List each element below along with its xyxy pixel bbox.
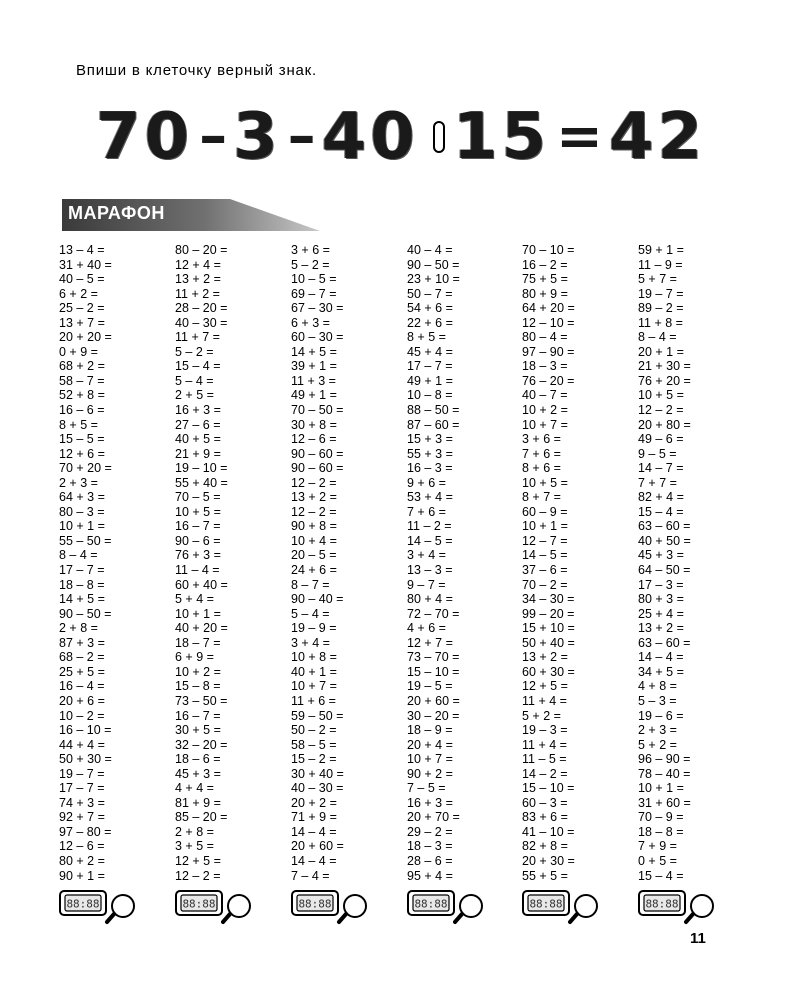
exercise-item: 18 – 8 = [59, 577, 105, 592]
exercise-item: 12 – 2 = [291, 475, 337, 490]
exercise-item: 31 + 60 = [638, 795, 691, 810]
exercise-column [59, 243, 169, 883]
exercise-item: 12 – 2 = [175, 868, 221, 883]
exercise-item: 50 + 30 = [59, 752, 112, 767]
exercise-item: 49 + 1 = [407, 373, 453, 388]
exercise-item: 5 + 2 = [522, 708, 561, 723]
exercise-item: 10 + 2 = [522, 403, 568, 418]
exercise-item: 17 – 7 = [59, 781, 105, 796]
exercise-item: 10 + 7 = [407, 752, 453, 767]
exercise-item: 90 – 60 = [291, 461, 344, 476]
exercise-item: 53 + 4 = [407, 490, 453, 505]
exercise-item: 45 + 4 = [407, 344, 453, 359]
exercise-item: 8 + 7 = [522, 490, 561, 505]
exercise-item: 13 – 4 = [59, 243, 105, 257]
exercise-item: 11 – 9 = [638, 257, 683, 272]
exercise-item: 37 – 6 = [522, 563, 568, 578]
exercise-item: 15 – 4 = [175, 359, 221, 374]
exercise-item: 16 – 7 = [175, 519, 221, 534]
stopwatch-icon [407, 890, 489, 926]
exercise-item: 45 + 3 = [175, 766, 221, 781]
exercise-item: 32 – 20 = [175, 737, 228, 752]
exercise-item: 15 – 5 = [59, 432, 105, 447]
exercise-columns [0, 243, 800, 893]
equation-number: 42 [608, 100, 706, 174]
exercise-item: 25 + 4 = [638, 606, 684, 621]
exercise-item: 20 + 6 = [59, 693, 105, 708]
exercise-item: 5 + 7 = [638, 272, 677, 287]
exercise-item: 49 + 1 = [291, 388, 337, 403]
exercise-item: 90 – 6 = [175, 533, 221, 548]
exercise-column [522, 243, 632, 883]
exercise-item: 7 + 6 = [407, 504, 446, 519]
exercise-item: 14 – 7 = [638, 461, 684, 476]
exercise-item: 76 + 20 = [638, 373, 691, 388]
exercise-item: 2 + 5 = [175, 388, 214, 403]
exercise-item: 40 + 20 = [175, 621, 228, 636]
exercise-item: 9 – 5 = [638, 446, 677, 461]
exercise-item: 40 – 30 = [291, 781, 344, 796]
exercise-column [638, 243, 748, 883]
exercise-item: 63 – 60 = [638, 519, 691, 534]
exercise-item: 20 + 20 = [59, 330, 112, 345]
exercise-item: 5 – 3 = [638, 693, 677, 708]
exercise-item: 17 – 7 = [59, 563, 105, 578]
exercise-item: 8 + 5 = [407, 330, 446, 345]
exercise-item: 9 – 7 = [407, 577, 446, 592]
exercise-item: 10 + 5 = [522, 475, 568, 490]
exercise-item: 20 – 5 = [291, 548, 337, 563]
exercise-item: 12 + 5 = [175, 853, 221, 868]
exercise-item: 14 – 4 = [638, 650, 684, 665]
exercise-item: 60 – 9 = [522, 504, 568, 519]
exercise-item: 18 – 9 = [407, 723, 453, 738]
exercise-item: 4 + 4 = [175, 781, 214, 796]
exercise-item: 50 – 7 = [407, 286, 453, 301]
exercise-item: 55 – 50 = [59, 533, 112, 548]
exercise-item: 11 + 2 = [175, 286, 220, 301]
exercise-item: 19 – 7 = [59, 766, 105, 781]
exercise-item: 0 + 5 = [638, 853, 677, 868]
exercise-item: 11 + 4 = [522, 737, 567, 752]
exercise-item: 69 – 7 = [291, 286, 337, 301]
exercise-item: 16 – 7 = [175, 708, 221, 723]
exercise-item: 24 + 6 = [291, 563, 337, 578]
exercise-item: 11 + 8 = [638, 315, 683, 330]
exercise-item: 25 + 5 = [59, 664, 105, 679]
exercise-item: 5 + 4 = [175, 592, 214, 607]
stopwatch-icon [175, 890, 257, 926]
exercise-item: 89 – 2 = [638, 301, 684, 316]
exercise-item: 28 – 6 = [407, 853, 453, 868]
exercise-item: 78 – 40 = [638, 766, 691, 781]
exercise-item: 12 + 7 = [407, 635, 453, 650]
exercise-item: 12 – 7 = [522, 533, 568, 548]
exercise-item: 55 + 3 = [407, 446, 453, 461]
exercise-item: 10 + 7 = [291, 679, 337, 694]
exercise-item: 21 + 30 = [638, 359, 691, 374]
exercise-item: 14 – 5 = [522, 548, 568, 563]
exercise-item: 20 + 1 = [638, 344, 684, 359]
exercise-item: 21 + 9 = [175, 446, 221, 461]
exercise-item: 64 + 3 = [59, 490, 105, 505]
exercise-item: 11 + 7 = [175, 330, 220, 345]
exercise-item: 30 + 40 = [291, 766, 344, 781]
exercise-item: 18 – 6 = [175, 752, 221, 767]
equation-operator: – [287, 104, 316, 169]
exercise-item: 59 + 1 = [638, 243, 684, 257]
exercise-item: 63 – 60 = [638, 635, 691, 650]
exercise-item: 19 – 10 = [175, 461, 228, 476]
timer-digits: 88:88 [529, 897, 563, 911]
puzzle-equation [96, 96, 706, 178]
exercise-item: 3 + 6 = [522, 432, 561, 447]
exercise-item: 2 + 8 = [59, 621, 98, 636]
timer-digits: 88:88 [182, 897, 216, 911]
exercise-item: 40 + 50 = [638, 533, 691, 548]
exercise-item: 16 – 4 = [59, 679, 105, 694]
exercise-item: 11 – 4 = [175, 563, 220, 578]
exercise-item: 30 + 5 = [175, 723, 221, 738]
exercise-item: 4 + 8 = [638, 679, 677, 694]
exercise-item: 64 – 50 = [638, 563, 691, 578]
exercise-item: 70 – 9 = [638, 810, 684, 825]
exercise-item: 11 + 3 = [291, 373, 336, 388]
exercise-column [175, 243, 285, 883]
equation-number: 3 [233, 100, 282, 174]
exercise-item: 5 – 2 = [175, 344, 214, 359]
exercise-item: 74 + 3 = [59, 795, 105, 810]
exercise-item: 76 + 3 = [175, 548, 221, 563]
exercise-item: 90 – 60 = [291, 446, 344, 461]
exercise-item: 90 – 50 = [407, 257, 460, 272]
exercise-item: 5 – 4 = [291, 606, 330, 621]
equation-number: 15 [452, 100, 551, 174]
exercise-item: 90 + 2 = [407, 766, 453, 781]
exercise-item: 15 – 2 = [291, 752, 337, 767]
exercise-item: 19 – 3 = [522, 723, 568, 738]
exercise-item: 18 – 3 = [522, 359, 568, 374]
timer-digits: 88:88 [66, 897, 100, 911]
exercise-item: 8 + 5 = [59, 417, 98, 432]
exercise-item: 15 + 3 = [407, 432, 453, 447]
exercise-item: 10 + 1 = [638, 781, 684, 796]
instruction-text: Впиши в клеточку верный знак. [76, 62, 318, 79]
exercise-item: 14 + 5 = [291, 344, 337, 359]
exercise-item: 16 – 3 = [407, 461, 453, 476]
exercise-item: 14 – 5 = [407, 533, 453, 548]
exercise-item: 80 + 9 = [522, 286, 568, 301]
exercise-item: 80 – 4 = [522, 330, 568, 345]
exercise-item: 12 + 5 = [522, 679, 568, 694]
exercise-item: 5 – 4 = [175, 373, 214, 388]
exercise-item: 12 – 10 = [522, 315, 575, 330]
exercise-item: 71 + 9 = [291, 810, 337, 825]
exercise-item: 8 + 6 = [522, 461, 561, 476]
timer-digits: 88:88 [414, 897, 448, 911]
exercise-item: 90 + 1 = [59, 868, 105, 883]
exercise-item: 92 + 7 = [59, 810, 105, 825]
exercise-item: 23 + 10 = [407, 272, 460, 287]
exercise-item: 18 – 7 = [175, 635, 221, 650]
exercise-item: 73 – 70 = [407, 650, 460, 665]
exercise-item: 16 + 3 = [407, 795, 453, 810]
exercise-item: 60 + 40 = [175, 577, 228, 592]
exercise-item: 40 + 1 = [291, 664, 337, 679]
exercise-item: 70 – 5 = [175, 490, 221, 505]
exercise-item: 80 – 3 = [59, 504, 105, 519]
exercise-item: 85 – 20 = [175, 810, 228, 825]
exercise-item: 70 – 10 = [522, 243, 575, 257]
exercise-item: 19 – 5 = [407, 679, 453, 694]
exercise-item: 20 + 60 = [291, 839, 344, 854]
exercise-item: 59 – 50 = [291, 708, 344, 723]
exercise-item: 19 – 6 = [638, 708, 684, 723]
exercise-item: 14 + 5 = [59, 592, 105, 607]
timer-digits: 88:88 [645, 897, 679, 911]
exercise-item: 13 + 2 = [175, 272, 221, 287]
exercise-item: 55 + 40 = [175, 475, 228, 490]
timer-digits: 88:88 [298, 897, 332, 911]
exercise-item: 90 – 50 = [59, 606, 112, 621]
exercise-item: 14 – 4 = [291, 853, 337, 868]
exercise-item: 97 – 90 = [522, 344, 575, 359]
exercise-item: 13 + 7 = [59, 315, 105, 330]
equation-operator: = [556, 104, 603, 169]
exercise-item: 7 – 4 = [291, 868, 330, 883]
exercise-item: 18 – 8 = [638, 824, 684, 839]
exercise-item: 40 – 4 = [407, 243, 453, 257]
exercise-item: 16 – 2 = [522, 257, 568, 272]
exercise-item: 82 + 4 = [638, 490, 684, 505]
exercise-item: 30 + 8 = [291, 417, 337, 432]
exercise-item: 20 + 30 = [522, 853, 575, 868]
exercise-item: 80 – 20 = [175, 243, 228, 257]
exercise-item: 60 – 3 = [522, 795, 568, 810]
exercise-item: 70 – 50 = [291, 403, 344, 418]
exercise-item: 70 + 20 = [59, 461, 112, 476]
exercise-item: 5 + 2 = [638, 737, 677, 752]
exercise-item: 16 – 6 = [59, 403, 105, 418]
exercise-item: 10 + 2 = [175, 664, 221, 679]
exercise-item: 20 + 2 = [291, 795, 337, 810]
exercise-item: 12 – 2 = [638, 403, 684, 418]
exercise-item: 10 + 1 = [59, 519, 105, 534]
exercise-item: 11 + 4 = [522, 693, 567, 708]
exercise-item: 34 + 5 = [638, 664, 684, 679]
exercise-item: 87 – 60 = [407, 417, 460, 432]
stopwatch-icon [59, 890, 141, 926]
exercise-item: 83 + 6 = [522, 810, 568, 825]
exercise-item: 7 + 9 = [638, 839, 677, 854]
exercise-item: 10 – 2 = [59, 708, 105, 723]
exercise-item: 10 + 1 = [522, 519, 568, 534]
exercise-item: 97 – 80 = [59, 824, 112, 839]
exercise-item: 45 + 3 = [638, 548, 684, 563]
exercise-item: 76 – 20 = [522, 373, 575, 388]
exercise-item: 6 + 9 = [175, 650, 214, 665]
exercise-item: 14 – 4 = [291, 824, 337, 839]
exercise-item: 18 – 3 = [407, 839, 453, 854]
exercise-item: 81 + 9 = [175, 795, 221, 810]
exercise-item: 31 + 40 = [59, 257, 112, 272]
exercise-item: 80 + 3 = [638, 592, 684, 607]
exercise-item: 4 + 6 = [407, 621, 446, 636]
exercise-item: 96 – 90 = [638, 752, 691, 767]
exercise-item: 41 – 10 = [522, 824, 575, 839]
exercise-item: 55 + 5 = [522, 868, 568, 883]
exercise-item: 40 – 5 = [59, 272, 105, 287]
exercise-item: 40 – 30 = [175, 315, 228, 330]
exercise-item: 10 – 8 = [407, 388, 453, 403]
exercise-item: 75 + 5 = [522, 272, 568, 287]
exercise-column [291, 243, 401, 883]
exercise-item: 68 – 2 = [59, 650, 105, 665]
exercise-item: 20 + 70 = [407, 810, 460, 825]
exercise-item: 14 – 2 = [522, 766, 568, 781]
exercise-item: 2 + 3 = [638, 723, 677, 738]
exercise-item: 90 + 8 = [291, 519, 337, 534]
stopwatch-icon [522, 890, 604, 926]
stopwatch-icon [638, 890, 720, 926]
exercise-item: 7 + 7 = [638, 475, 677, 490]
exercise-item: 17 – 3 = [638, 577, 684, 592]
exercise-item: 87 + 3 = [59, 635, 105, 650]
exercise-item: 3 + 6 = [291, 243, 330, 257]
exercise-item: 10 + 7 = [522, 417, 568, 432]
exercise-item: 3 + 4 = [407, 548, 446, 563]
equation-operator: – [199, 104, 228, 169]
exercise-item: 13 + 2 = [638, 621, 684, 636]
exercise-item: 2 + 3 = [59, 475, 98, 490]
exercise-item: 10 + 1 = [175, 606, 221, 621]
exercise-item: 82 + 8 = [522, 839, 568, 854]
exercise-item: 11 – 2 = [407, 519, 452, 534]
exercise-item: 88 – 50 = [407, 403, 460, 418]
exercise-item: 15 + 10 = [522, 621, 575, 636]
exercise-item: 22 + 6 = [407, 315, 453, 330]
exercise-item: 11 + 6 = [291, 693, 336, 708]
exercise-item: 99 – 20 = [522, 606, 575, 621]
exercise-item: 19 – 9 = [291, 621, 337, 636]
exercise-item: 68 + 2 = [59, 359, 105, 374]
exercise-item: 27 – 6 = [175, 417, 221, 432]
exercise-item: 12 – 6 = [291, 432, 337, 447]
exercise-item: 44 + 4 = [59, 737, 105, 752]
exercise-item: 90 – 40 = [291, 592, 344, 607]
equation-number: 70 [96, 100, 194, 174]
answer-sign-box[interactable] [433, 121, 445, 153]
exercise-item: 13 + 2 = [291, 490, 337, 505]
exercise-item: 40 – 7 = [522, 388, 568, 403]
exercise-item: 8 – 7 = [291, 577, 330, 592]
exercise-item: 28 – 20 = [175, 301, 228, 316]
exercise-item: 3 + 4 = [291, 635, 330, 650]
exercise-item: 39 + 1 = [291, 359, 337, 374]
exercise-item: 12 + 4 = [175, 257, 221, 272]
exercise-item: 0 + 9 = [59, 344, 98, 359]
exercise-item: 10 + 5 = [638, 388, 684, 403]
exercise-item: 10 + 4 = [291, 533, 337, 548]
exercise-item: 7 + 6 = [522, 446, 561, 461]
exercise-item: 12 – 2 = [291, 504, 337, 519]
exercise-item: 73 – 50 = [175, 693, 228, 708]
exercise-item: 16 – 10 = [59, 723, 112, 738]
banner-title: МАРАФОН [68, 203, 165, 223]
exercise-item: 52 + 8 = [59, 388, 105, 403]
exercise-item: 80 + 4 = [407, 592, 453, 607]
exercise-column [407, 243, 517, 883]
exercise-item: 10 – 5 = [291, 272, 337, 287]
exercise-item: 30 – 20 = [407, 708, 460, 723]
exercise-item: 17 – 7 = [407, 359, 453, 374]
exercise-item: 9 + 6 = [407, 475, 446, 490]
exercise-item: 15 – 8 = [175, 679, 221, 694]
exercise-item: 67 – 30 = [291, 301, 344, 316]
exercise-item: 11 – 5 = [522, 752, 567, 767]
exercise-item: 64 + 20 = [522, 301, 575, 316]
exercise-item: 13 + 2 = [522, 650, 568, 665]
exercise-item: 20 + 80 = [638, 417, 691, 432]
exercise-item: 34 – 30 = [522, 592, 575, 607]
exercise-item: 8 – 4 = [638, 330, 677, 345]
equation-number: 40 [321, 100, 419, 174]
exercise-item: 19 – 7 = [638, 286, 684, 301]
exercise-item: 2 + 8 = [175, 824, 214, 839]
marathon-banner [62, 199, 320, 231]
exercise-item: 15 – 10 = [407, 664, 460, 679]
exercise-item: 58 – 5 = [291, 737, 337, 752]
exercise-item: 49 – 6 = [638, 432, 684, 447]
exercise-item: 20 + 4 = [407, 737, 453, 752]
exercise-item: 5 – 2 = [291, 257, 330, 272]
exercise-item: 20 + 60 = [407, 693, 460, 708]
exercise-item: 60 + 30 = [522, 664, 575, 679]
exercise-item: 72 – 70 = [407, 606, 460, 621]
exercise-item: 60 – 30 = [291, 330, 344, 345]
exercise-item: 6 + 3 = [291, 315, 330, 330]
exercise-item: 15 – 4 = [638, 504, 684, 519]
exercise-item: 13 – 3 = [407, 563, 453, 578]
exercise-item: 25 – 2 = [59, 301, 105, 316]
exercise-item: 80 + 2 = [59, 853, 105, 868]
stopwatch-icon [291, 890, 373, 926]
exercise-item: 12 + 6 = [59, 446, 105, 461]
exercise-item: 29 – 2 = [407, 824, 453, 839]
exercise-item: 7 – 5 = [407, 781, 446, 796]
exercise-item: 3 + 5 = [175, 839, 214, 854]
exercise-item: 95 + 4 = [407, 868, 453, 883]
exercise-item: 15 – 10 = [522, 781, 575, 796]
exercise-item: 58 – 7 = [59, 373, 105, 388]
exercise-item: 6 + 2 = [59, 286, 98, 301]
exercise-item: 15 – 4 = [638, 868, 684, 883]
exercise-item: 40 + 5 = [175, 432, 221, 447]
exercise-item: 54 + 6 = [407, 301, 453, 316]
exercise-item: 70 – 2 = [522, 577, 568, 592]
exercise-item: 10 + 5 = [175, 504, 221, 519]
exercise-item: 50 + 40 = [522, 635, 575, 650]
exercise-item: 12 – 6 = [59, 839, 105, 854]
exercise-item: 10 + 8 = [291, 650, 337, 665]
page-number: 11 [690, 930, 706, 947]
exercise-item: 16 + 3 = [175, 403, 221, 418]
exercise-item: 50 – 2 = [291, 723, 337, 738]
exercise-item: 8 – 4 = [59, 548, 98, 563]
